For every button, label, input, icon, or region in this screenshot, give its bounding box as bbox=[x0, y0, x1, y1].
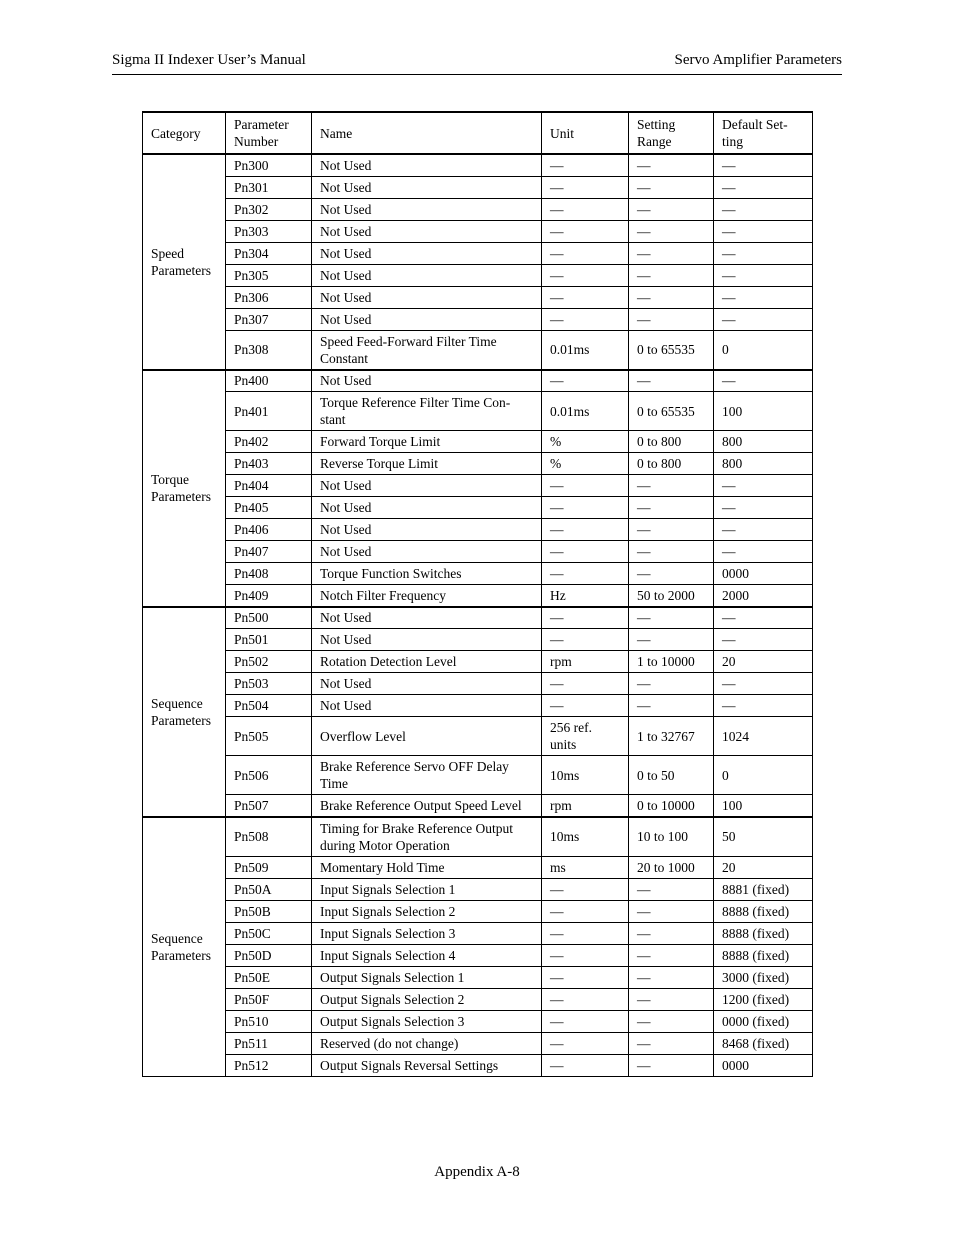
col-header-category: Category bbox=[143, 112, 226, 154]
setting-range-cell: 0 to 800 bbox=[629, 431, 714, 453]
setting-range-cell: — bbox=[629, 922, 714, 944]
default-setting-cell: 20 bbox=[714, 856, 813, 878]
param-name-cell: Not Used bbox=[312, 154, 542, 176]
param-number-cell: Pn405 bbox=[226, 497, 312, 519]
table-row bbox=[143, 431, 813, 453]
param-name-cell: Input Signals Selection 1 bbox=[312, 878, 542, 900]
table-body bbox=[143, 154, 813, 1076]
category-cell: Speed Parameters bbox=[143, 154, 226, 370]
param-number-cell: Pn510 bbox=[226, 1010, 312, 1032]
unit-cell: — bbox=[542, 154, 629, 176]
table-row bbox=[143, 176, 813, 198]
param-number-cell: Pn50B bbox=[226, 900, 312, 922]
param-number-cell: Pn50D bbox=[226, 944, 312, 966]
setting-range-cell: 50 to 2000 bbox=[629, 585, 714, 607]
unit-cell: 10ms bbox=[542, 756, 629, 795]
setting-range-cell: — bbox=[629, 988, 714, 1010]
table-row bbox=[143, 475, 813, 497]
unit-cell: rpm bbox=[542, 651, 629, 673]
default-setting-cell: — bbox=[714, 541, 813, 563]
col-header-parameter-number: Parameter Number bbox=[226, 112, 312, 154]
param-number-cell: Pn401 bbox=[226, 392, 312, 431]
param-name-cell: Not Used bbox=[312, 220, 542, 242]
param-number-cell: Pn50F bbox=[226, 988, 312, 1010]
setting-range-cell: — bbox=[629, 629, 714, 651]
setting-range-cell: — bbox=[629, 900, 714, 922]
table-row bbox=[143, 651, 813, 673]
table-row bbox=[143, 242, 813, 264]
unit-cell: — bbox=[542, 944, 629, 966]
setting-range-cell: — bbox=[629, 878, 714, 900]
default-setting-cell: 8888 (fixed) bbox=[714, 922, 813, 944]
param-name-cell: Not Used bbox=[312, 242, 542, 264]
table-header bbox=[143, 112, 813, 154]
unit-cell: — bbox=[542, 497, 629, 519]
default-setting-cell: 0 bbox=[714, 330, 813, 370]
default-setting-cell: 50 bbox=[714, 817, 813, 857]
setting-range-cell: 1 to 10000 bbox=[629, 651, 714, 673]
col-header-unit: Unit bbox=[542, 112, 629, 154]
table-row bbox=[143, 944, 813, 966]
unit-cell: — bbox=[542, 176, 629, 198]
setting-range-cell: 10 to 100 bbox=[629, 817, 714, 857]
default-setting-cell: 100 bbox=[714, 392, 813, 431]
default-setting-cell: — bbox=[714, 308, 813, 330]
param-number-cell: Pn300 bbox=[226, 154, 312, 176]
table-row bbox=[143, 1054, 813, 1076]
table-row bbox=[143, 330, 813, 370]
unit-cell: — bbox=[542, 286, 629, 308]
default-setting-cell: 8888 (fixed) bbox=[714, 900, 813, 922]
default-setting-cell: 8881 (fixed) bbox=[714, 878, 813, 900]
param-number-cell: Pn402 bbox=[226, 431, 312, 453]
setting-range-cell: — bbox=[629, 563, 714, 585]
table-row bbox=[143, 717, 813, 756]
setting-range-cell: — bbox=[629, 944, 714, 966]
param-number-cell: Pn507 bbox=[226, 795, 312, 817]
param-name-cell: Not Used bbox=[312, 198, 542, 220]
setting-range-cell: 0 to 50 bbox=[629, 756, 714, 795]
unit-cell: — bbox=[542, 198, 629, 220]
param-number-cell: Pn506 bbox=[226, 756, 312, 795]
setting-range-cell: — bbox=[629, 154, 714, 176]
setting-range-cell: — bbox=[629, 673, 714, 695]
table-row bbox=[143, 795, 813, 817]
param-number-cell: Pn407 bbox=[226, 541, 312, 563]
default-setting-cell: — bbox=[714, 220, 813, 242]
default-setting-cell: — bbox=[714, 629, 813, 651]
default-setting-cell: — bbox=[714, 673, 813, 695]
param-name-cell: Notch Filter Frequency bbox=[312, 585, 542, 607]
unit-cell: — bbox=[542, 629, 629, 651]
param-name-cell: Reserved (do not change) bbox=[312, 1032, 542, 1054]
param-name-cell: Rotation Detection Level bbox=[312, 651, 542, 673]
param-number-cell: Pn500 bbox=[226, 607, 312, 629]
unit-cell: — bbox=[542, 1010, 629, 1032]
default-setting-cell: — bbox=[714, 264, 813, 286]
param-name-cell: Input Signals Selection 4 bbox=[312, 944, 542, 966]
param-name-cell: Momentary Hold Time bbox=[312, 856, 542, 878]
unit-cell: — bbox=[542, 1054, 629, 1076]
running-header-section: Servo Amplifier Parameters bbox=[674, 52, 842, 68]
unit-cell: — bbox=[542, 878, 629, 900]
unit-cell: ms bbox=[542, 856, 629, 878]
setting-range-cell: 0 to 65535 bbox=[629, 392, 714, 431]
setting-range-cell: — bbox=[629, 541, 714, 563]
default-setting-cell: — bbox=[714, 370, 813, 392]
param-number-cell: Pn406 bbox=[226, 519, 312, 541]
param-number-cell: Pn404 bbox=[226, 475, 312, 497]
table-row bbox=[143, 370, 813, 392]
param-name-cell: Brake Reference Servo OFF Delay Time bbox=[312, 756, 542, 795]
setting-range-cell: — bbox=[629, 198, 714, 220]
setting-range-cell: 0 to 10000 bbox=[629, 795, 714, 817]
param-number-cell: Pn511 bbox=[226, 1032, 312, 1054]
param-number-cell: Pn302 bbox=[226, 198, 312, 220]
table-row bbox=[143, 519, 813, 541]
unit-cell: — bbox=[542, 563, 629, 585]
setting-range-cell: 0 to 65535 bbox=[629, 330, 714, 370]
param-number-cell: Pn306 bbox=[226, 286, 312, 308]
param-name-cell: Speed Feed-Forward Filter Time Constant bbox=[312, 330, 542, 370]
unit-cell: 0.01ms bbox=[542, 392, 629, 431]
param-name-cell: Overflow Level bbox=[312, 717, 542, 756]
unit-cell: 10ms bbox=[542, 817, 629, 857]
default-setting-cell: 800 bbox=[714, 453, 813, 475]
param-number-cell: Pn308 bbox=[226, 330, 312, 370]
param-number-cell: Pn304 bbox=[226, 242, 312, 264]
setting-range-cell: — bbox=[629, 242, 714, 264]
param-name-cell: Timing for Brake Reference Output during Motor Operation bbox=[312, 817, 542, 857]
param-name-cell: Torque Reference Filter Time Con-stant bbox=[312, 392, 542, 431]
param-number-cell: Pn50C bbox=[226, 922, 312, 944]
param-number-cell: Pn505 bbox=[226, 717, 312, 756]
default-setting-cell: 1024 bbox=[714, 717, 813, 756]
default-setting-cell: 1200 (fixed) bbox=[714, 988, 813, 1010]
setting-range-cell: 0 to 800 bbox=[629, 453, 714, 475]
default-setting-cell: — bbox=[714, 286, 813, 308]
table-row bbox=[143, 264, 813, 286]
param-name-cell: Not Used bbox=[312, 519, 542, 541]
unit-cell: — bbox=[542, 475, 629, 497]
col-header-setting-range: Setting Range bbox=[629, 112, 714, 154]
table-row bbox=[143, 220, 813, 242]
default-setting-cell: — bbox=[714, 695, 813, 717]
default-setting-cell: 800 bbox=[714, 431, 813, 453]
param-number-cell: Pn501 bbox=[226, 629, 312, 651]
setting-range-cell: — bbox=[629, 519, 714, 541]
unit-cell: rpm bbox=[542, 795, 629, 817]
setting-range-cell: — bbox=[629, 370, 714, 392]
table-row bbox=[143, 966, 813, 988]
parameter-table bbox=[142, 111, 813, 1077]
table-row bbox=[143, 497, 813, 519]
param-name-cell: Not Used bbox=[312, 286, 542, 308]
table-row bbox=[143, 286, 813, 308]
param-name-cell: Input Signals Selection 3 bbox=[312, 922, 542, 944]
default-setting-cell: — bbox=[714, 475, 813, 497]
unit-cell: % bbox=[542, 453, 629, 475]
default-setting-cell: 0000 bbox=[714, 563, 813, 585]
setting-range-cell: — bbox=[629, 966, 714, 988]
unit-cell: — bbox=[542, 673, 629, 695]
unit-cell: 256 ref. units bbox=[542, 717, 629, 756]
setting-range-cell: — bbox=[629, 1032, 714, 1054]
param-number-cell: Pn502 bbox=[226, 651, 312, 673]
param-name-cell: Not Used bbox=[312, 370, 542, 392]
col-header-default-setting: Default Set-ting bbox=[714, 112, 813, 154]
param-name-cell: Not Used bbox=[312, 607, 542, 629]
param-name-cell: Not Used bbox=[312, 673, 542, 695]
default-setting-cell: 2000 bbox=[714, 585, 813, 607]
param-name-cell: Not Used bbox=[312, 629, 542, 651]
param-number-cell: Pn307 bbox=[226, 308, 312, 330]
table-row bbox=[143, 1032, 813, 1054]
table-row bbox=[143, 629, 813, 651]
table-row bbox=[143, 563, 813, 585]
setting-range-cell: — bbox=[629, 1010, 714, 1032]
param-name-cell: Brake Reference Output Speed Level bbox=[312, 795, 542, 817]
setting-range-cell: — bbox=[629, 695, 714, 717]
unit-cell: — bbox=[542, 607, 629, 629]
param-number-cell: Pn303 bbox=[226, 220, 312, 242]
table-row bbox=[143, 453, 813, 475]
table-row bbox=[143, 756, 813, 795]
table-row bbox=[143, 541, 813, 563]
default-setting-cell: — bbox=[714, 176, 813, 198]
default-setting-cell: 20 bbox=[714, 651, 813, 673]
setting-range-cell: — bbox=[629, 1054, 714, 1076]
unit-cell: — bbox=[542, 519, 629, 541]
default-setting-cell: 100 bbox=[714, 795, 813, 817]
unit-cell: — bbox=[542, 308, 629, 330]
unit-cell: — bbox=[542, 242, 629, 264]
param-name-cell: Not Used bbox=[312, 308, 542, 330]
param-number-cell: Pn50A bbox=[226, 878, 312, 900]
unit-cell: — bbox=[542, 264, 629, 286]
table-row bbox=[143, 695, 813, 717]
param-name-cell: Torque Function Switches bbox=[312, 563, 542, 585]
param-name-cell: Not Used bbox=[312, 497, 542, 519]
unit-cell: Hz bbox=[542, 585, 629, 607]
param-name-cell: Not Used bbox=[312, 541, 542, 563]
param-number-cell: Pn512 bbox=[226, 1054, 312, 1076]
unit-cell: — bbox=[542, 988, 629, 1010]
param-number-cell: Pn400 bbox=[226, 370, 312, 392]
param-number-cell: Pn50E bbox=[226, 966, 312, 988]
setting-range-cell: 1 to 32767 bbox=[629, 717, 714, 756]
unit-cell: — bbox=[542, 922, 629, 944]
param-name-cell: Output Signals Selection 1 bbox=[312, 966, 542, 988]
table-row bbox=[143, 856, 813, 878]
param-name-cell: Not Used bbox=[312, 176, 542, 198]
col-header-name: Name bbox=[312, 112, 542, 154]
unit-cell: — bbox=[542, 900, 629, 922]
default-setting-cell: 8468 (fixed) bbox=[714, 1032, 813, 1054]
param-name-cell: Output Signals Reversal Settings bbox=[312, 1054, 542, 1076]
unit-cell: — bbox=[542, 220, 629, 242]
table-row bbox=[143, 308, 813, 330]
setting-range-cell: — bbox=[629, 497, 714, 519]
param-name-cell: Output Signals Selection 3 bbox=[312, 1010, 542, 1032]
default-setting-cell: 0 bbox=[714, 756, 813, 795]
param-number-cell: Pn305 bbox=[226, 264, 312, 286]
setting-range-cell: — bbox=[629, 607, 714, 629]
default-setting-cell: 8888 (fixed) bbox=[714, 944, 813, 966]
table-row bbox=[143, 198, 813, 220]
unit-cell: % bbox=[542, 431, 629, 453]
header-row bbox=[143, 112, 813, 154]
param-number-cell: Pn509 bbox=[226, 856, 312, 878]
unit-cell: — bbox=[542, 695, 629, 717]
table-row bbox=[143, 585, 813, 607]
default-setting-cell: 3000 (fixed) bbox=[714, 966, 813, 988]
default-setting-cell: — bbox=[714, 242, 813, 264]
param-number-cell: Pn409 bbox=[226, 585, 312, 607]
category-cell: Torque Parameters bbox=[143, 370, 226, 607]
param-name-cell: Input Signals Selection 2 bbox=[312, 900, 542, 922]
setting-range-cell: — bbox=[629, 176, 714, 198]
param-name-cell: Reverse Torque Limit bbox=[312, 453, 542, 475]
param-name-cell: Not Used bbox=[312, 695, 542, 717]
table-row bbox=[143, 988, 813, 1010]
unit-cell: — bbox=[542, 541, 629, 563]
default-setting-cell: — bbox=[714, 154, 813, 176]
table-row bbox=[143, 154, 813, 176]
unit-cell: — bbox=[542, 370, 629, 392]
default-setting-cell: — bbox=[714, 607, 813, 629]
param-name-cell: Not Used bbox=[312, 475, 542, 497]
param-number-cell: Pn504 bbox=[226, 695, 312, 717]
setting-range-cell: — bbox=[629, 264, 714, 286]
running-header-title: Sigma II Indexer User’s Manual bbox=[112, 52, 306, 68]
setting-range-cell: 20 to 1000 bbox=[629, 856, 714, 878]
param-number-cell: Pn408 bbox=[226, 563, 312, 585]
table-row bbox=[143, 1010, 813, 1032]
param-name-cell: Output Signals Selection 2 bbox=[312, 988, 542, 1010]
setting-range-cell: — bbox=[629, 220, 714, 242]
default-setting-cell: — bbox=[714, 497, 813, 519]
param-name-cell: Not Used bbox=[312, 264, 542, 286]
setting-range-cell: — bbox=[629, 286, 714, 308]
table-row bbox=[143, 817, 813, 857]
unit-cell: — bbox=[542, 966, 629, 988]
param-number-cell: Pn508 bbox=[226, 817, 312, 857]
table-row bbox=[143, 900, 813, 922]
header-rule bbox=[112, 74, 842, 75]
category-cell: Sequence Parameters bbox=[143, 817, 226, 1077]
param-number-cell: Pn301 bbox=[226, 176, 312, 198]
default-setting-cell: 0000 bbox=[714, 1054, 813, 1076]
page-footer: Appendix A-8 bbox=[434, 1164, 520, 1180]
table-row bbox=[143, 392, 813, 431]
table-row bbox=[143, 607, 813, 629]
param-name-cell: Forward Torque Limit bbox=[312, 431, 542, 453]
table-row bbox=[143, 922, 813, 944]
setting-range-cell: — bbox=[629, 308, 714, 330]
unit-cell: 0.01ms bbox=[542, 330, 629, 370]
param-number-cell: Pn503 bbox=[226, 673, 312, 695]
table-row bbox=[143, 673, 813, 695]
unit-cell: — bbox=[542, 1032, 629, 1054]
setting-range-cell: — bbox=[629, 475, 714, 497]
default-setting-cell: 0000 (fixed) bbox=[714, 1010, 813, 1032]
table-row bbox=[143, 878, 813, 900]
param-number-cell: Pn403 bbox=[226, 453, 312, 475]
default-setting-cell: — bbox=[714, 519, 813, 541]
default-setting-cell: — bbox=[714, 198, 813, 220]
category-cell: Sequence Parameters bbox=[143, 607, 226, 817]
